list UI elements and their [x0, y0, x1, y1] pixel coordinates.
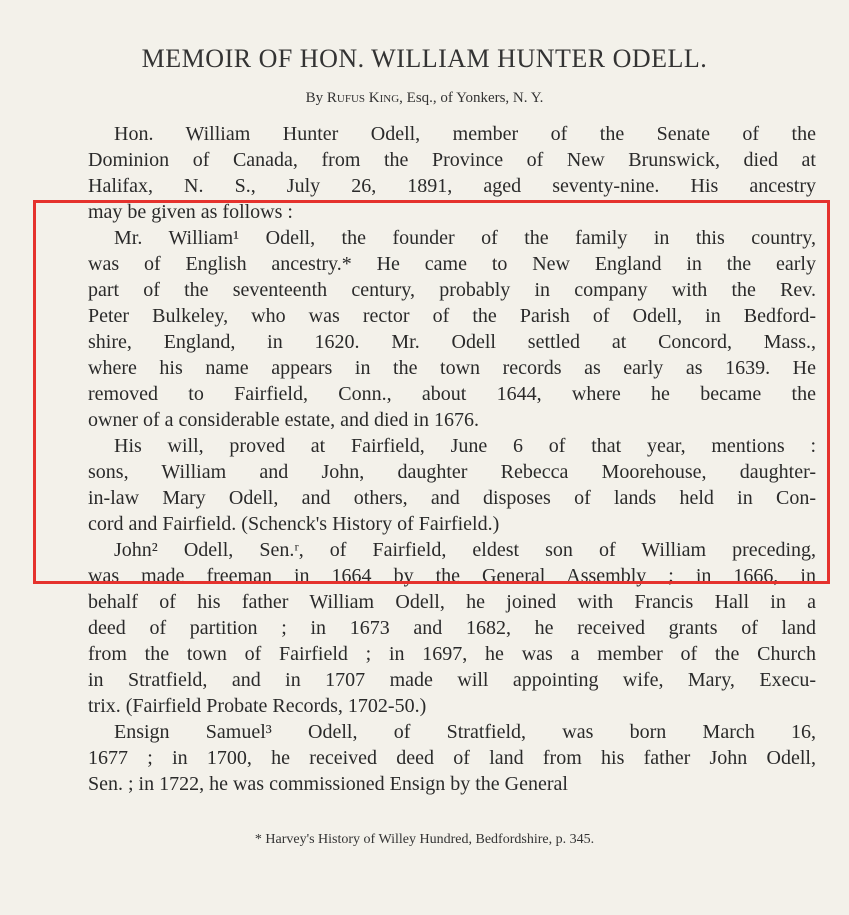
- text-line: Peter Bulkeley, who was rector of the Parish of Odell, in Bedford-: [88, 305, 816, 327]
- text-line: sons, William and John, daughter Rebecca Moorehouse, daughter-: [88, 461, 816, 483]
- text-line: Ensign Samuel³ Odell, of Stratfield, was born March 16,: [114, 721, 816, 743]
- byline: [0, 90, 849, 107]
- byline-suffix: , Esq., of Yonkers, N. Y.: [399, 90, 544, 106]
- text-line: in-law Mary Odell, and others, and disposes of lands held in Con-: [88, 487, 816, 509]
- text-line: 1677 ; in 1700, he received deed of land from his father John Odell,: [88, 747, 816, 769]
- text-line: was made freeman in 1664 by the General Assembly ; in 1666, in: [88, 565, 816, 587]
- text-line: John² Odell, Sen.ʳ, of Fairfield, eldest son of William preceding,: [114, 539, 816, 561]
- text-line: cord and Fairfield. (Schenck's History of Fairfield.): [88, 513, 500, 535]
- text-line: Mr. William¹ Odell, the founder of the family in this country,: [114, 227, 816, 249]
- text-line: where his name appears in the town records as early as 1639. He: [88, 357, 816, 379]
- text-line: Sen. ; in 1722, he was commissioned Ensign by the General: [88, 773, 568, 795]
- byline-author: Rufus King: [326, 90, 400, 106]
- text-line: part of the seventeenth century, probably in company with the Rev.: [88, 279, 816, 301]
- text-line: Halifax, N. S., July 26, 1891, aged seventy-nine. His ancestry: [88, 175, 816, 197]
- text-line: was of English ancestry.* He came to New England in the early: [88, 253, 816, 275]
- text-line: trix. (Fairfield Probate Records, 1702-50.): [88, 695, 427, 717]
- page-title: MEMOIR OF HON. WILLIAM HUNTER ODELL.: [141, 44, 708, 73]
- text-line: Hon. William Hunter Odell, member of the Senate of the: [114, 123, 816, 145]
- text-line: removed to Fairfield, Conn., about 1644, where he became the: [88, 383, 816, 405]
- text-line: deed of partition ; in 1673 and 1682, he received grants of land: [88, 617, 816, 639]
- text-line: in Stratfield, and in 1707 made will appointing wife, Mary, Execu-: [88, 669, 816, 691]
- text-line: may be given as follows :: [88, 201, 293, 223]
- byline-prefix: By: [305, 90, 324, 106]
- footnote: * Harvey's History of Willey Hundred, Bedfordshire, p. 345.: [254, 832, 595, 847]
- text-line: owner of a considerable estate, and died in 1676.: [88, 409, 479, 431]
- text-line: Dominion of Canada, from the Province of New Brunswick, died at: [88, 149, 816, 171]
- text-line: shire, England, in 1620. Mr. Odell settled at Concord, Mass.,: [88, 331, 816, 353]
- text-line: from the town of Fairfield ; in 1697, he was a member of the Church: [88, 643, 816, 665]
- text-line: His will, proved at Fairfield, June 6 of that year, mentions :: [114, 435, 816, 457]
- text-line: behalf of his father William Odell, he joined with Francis Hall in a: [88, 591, 816, 613]
